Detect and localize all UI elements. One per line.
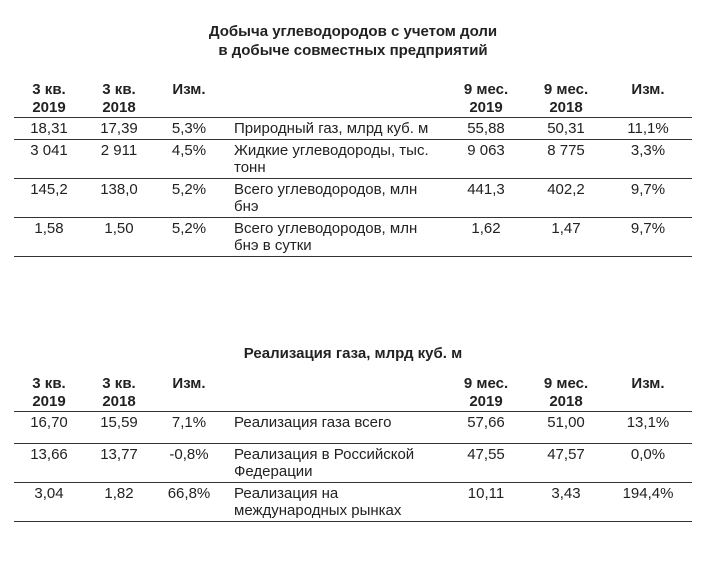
cell-q3-2018: 1,50 [84,218,154,257]
cell-label: Жидкие углеводороды, тыс. тонн [224,140,444,179]
sales-header-row [14,375,692,412]
cell-q3-2019: 16,70 [14,412,84,444]
table-row [14,444,692,483]
header-q3-2018: 3 кв. 2018 [102,375,136,410]
header-q3-2018: 3 кв. 2018 [102,81,136,116]
header-9m-2019: 9 мес. 2019 [463,375,509,410]
cell-9m-2019: 57,66 [444,412,528,444]
production-table [14,81,692,257]
cell-9m-2019: 441,3 [444,179,528,218]
cell-change-9m: 13,1% [604,412,692,444]
cell-9m-2018: 3,43 [528,483,604,522]
cell-change: 5,3% [154,118,224,140]
cell-q3-2019: 145,2 [14,179,84,218]
production-section [14,22,692,257]
cell-change: 7,1% [154,412,224,444]
cell-change-9m: 11,1% [604,118,692,140]
cell-change: 66,8% [154,483,224,522]
cell-9m-2019: 55,88 [444,118,528,140]
header-change: Изм. [172,375,206,392]
cell-9m-2019: 1,62 [444,218,528,257]
table-row [14,412,692,444]
cell-label: Реализация на международных рынках [224,483,444,522]
production-title-line2: в добыче совместных предприятий [218,42,488,59]
cell-q3-2019: 13,66 [14,444,84,483]
header-empty [224,375,444,412]
cell-change-9m: 3,3% [604,140,692,179]
cell-change-9m: 194,4% [604,483,692,522]
production-title [14,22,692,60]
cell-9m-2018: 402,2 [528,179,604,218]
cell-change-9m: 9,7% [604,179,692,218]
table-row [14,218,692,257]
cell-label: Природный газ, млрд куб. м [224,118,444,140]
cell-change-9m: 9,7% [604,218,692,257]
table-row [14,483,692,522]
cell-q3-2018: 138,0 [84,179,154,218]
cell-q3-2019: 18,31 [14,118,84,140]
header-9m-2018: 9 мес. 2018 [543,81,589,116]
cell-q3-2018: 15,59 [84,412,154,444]
cell-9m-2018: 50,31 [528,118,604,140]
cell-9m-2018: 51,00 [528,412,604,444]
header-9m-2018: 9 мес. 2018 [543,375,589,410]
header-change: Изм. [172,81,206,98]
sales-title: Реализация газа, млрд куб. м [243,345,463,362]
header-empty [224,81,444,118]
cell-9m-2019: 10,11 [444,483,528,522]
cell-q3-2019: 1,58 [14,218,84,257]
table-row [14,118,692,140]
cell-q3-2018: 1,82 [84,483,154,522]
cell-q3-2018: 17,39 [84,118,154,140]
cell-9m-2018: 47,57 [528,444,604,483]
cell-change: 4,5% [154,140,224,179]
production-header-row [14,81,692,118]
cell-9m-2019: 9 063 [444,140,528,179]
table-row [14,179,692,218]
cell-9m-2018: 8 775 [528,140,604,179]
cell-q3-2019: 3,04 [14,483,84,522]
cell-change: 5,2% [154,179,224,218]
cell-label: Всего углеводородов, млн бнэ [224,179,444,218]
cell-9m-2018: 1,47 [528,218,604,257]
sales-section [14,344,692,522]
header-change-9m: Изм. [631,375,665,392]
cell-label: Реализация в Российской Федерации [224,444,444,483]
header-9m-2019: 9 мес. 2019 [463,81,509,116]
cell-change: 5,2% [154,218,224,257]
header-q3-2019: 3 кв. 2019 [32,81,66,116]
production-title-line1: Добыча углеводородов с учетом доли [208,23,498,40]
cell-label: Реализация газа всего [224,412,444,444]
cell-change: -0,8% [154,444,224,483]
cell-label: Всего углеводородов, млн бнэ в сутки [224,218,444,257]
cell-q3-2019: 3 041 [14,140,84,179]
header-change-9m: Изм. [631,81,665,98]
table-row [14,140,692,179]
cell-q3-2018: 2 911 [84,140,154,179]
header-q3-2019: 3 кв. 2019 [32,375,66,410]
sales-table [14,375,692,522]
cell-change-9m: 0,0% [604,444,692,483]
cell-q3-2018: 13,77 [84,444,154,483]
cell-9m-2019: 47,55 [444,444,528,483]
